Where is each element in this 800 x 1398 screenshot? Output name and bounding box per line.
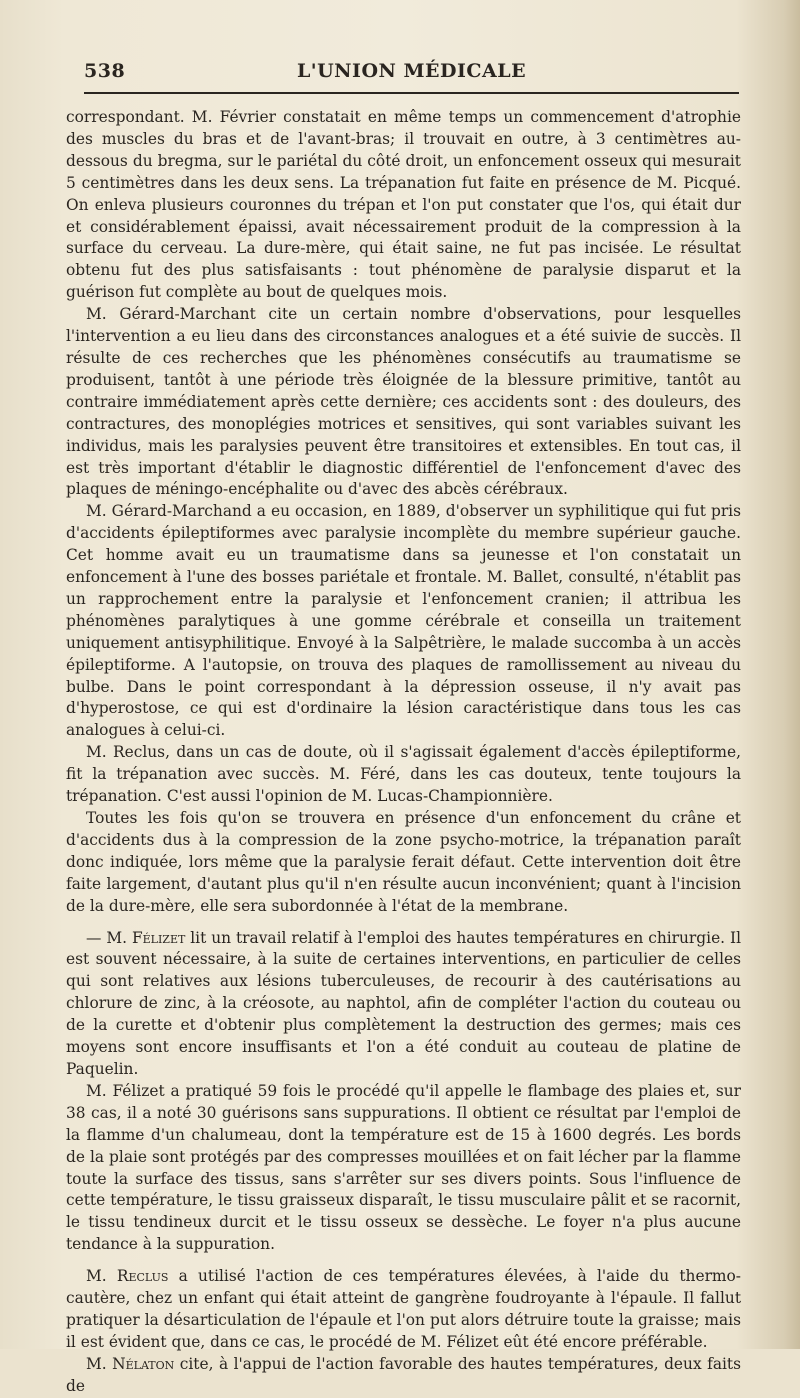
article-body	[66, 107, 741, 1398]
author-name-nelaton: Nélaton	[112, 1354, 175, 1373]
paragraph-8-text: a utilisé l'action de ces températures élevées, à l'aide du thermo-cautère, chez un enfant qui était atteint de gangrène foudroyante à l'épaule. Il fallut pratiquer la désarticulation de l'épaule et l'on put alors détruire toute la graisse; mais il est évident que, dans ce cas, le procédé de M. Félizet eût été encore préférable.	[66, 1267, 741, 1351]
paragraph-6-lead: — M.	[86, 928, 132, 947]
paragraph-6	[66, 928, 741, 1081]
paragraph-1: correspondant. M. Février constatait en même temps un commencement d'atrophie des muscles du bras et de l'avant-bras; il trouvait en outre, à 3 centimètres au-dessous du bregma, sur le pariétal du côté droit, un enfoncement osseux qui mesurait 5 centimètres dans les deux sens. La trépanation fut faite en présence de M. Picqué. On enleva plusieurs couronnes du trépan et l'on put constater que l'os, qui était dur et considérablement épaissi, avait nécessairement produit de la compression à la surface du cerveau. La dure-mère, qui était saine, ne fut pas incisée. Le résultat obtenu fut des plus satisfaisants : tout phénomène de paralysie disparut et la guérison fut complète au bout de quelques mois.	[66, 108, 741, 302]
author-name-felizet: Félizet	[131, 928, 186, 947]
running-title: L'UNION MÉDICALE	[296, 60, 527, 82]
paragraph-2: M. Gérard-Marchant cite un certain nombre d'observations, pour lesquelles l'intervention a eu lieu dans des circonstances analogues et a été suivie de succès. Il résulte de ces recherches que les phénomènes consécutifs au traumatisme se produisent, tantôt à une période très éloignée de la blessure primitive, tantôt au contraire immédiatement après cette dernière; ces accidents sont : des douleurs, des contractures, des monoplégies motrices et sensitives, qui sont variables suivant les individus, mais les paralysies peuvent être transitoires et extensibles. En tout cas, il est très important d'établir le diagnostic différentiel de l'enfoncement d'avec des plaques de méningo-encéphalite ou d'avec des abcès cérébraux.	[66, 305, 741, 499]
paragraph-5: Toutes les fois qu'on se trouvera en présence d'un enfoncement du crâne et d'accidents dus à la compression de la zone psycho-motrice, la trépanation paraît donc indiquée, lors même que la paralysie ferait défaut. Cette intervention doit être faite largement, d'autant plus qu'il n'en résulte aucun inconvénient; quant à l'incision de la dure-mère, elle sera subordonnée à l'état de la membrane.	[66, 809, 741, 915]
paragraph-4: M. Reclus, dans un cas de doute, où il s'agissait également d'accès épileptiforme, fit la trépanation avec succès. M. Féré, dans les cas douteux, tente toujours la trépanation. C'est aussi l'opinion de M. Lucas-Championnière.	[66, 743, 741, 806]
paragraph-8-lead: M.	[86, 1267, 117, 1286]
page-number: 538	[84, 60, 126, 82]
paragraph-8	[66, 1266, 741, 1354]
page-header	[84, 60, 739, 90]
author-name-reclus: Reclus	[116, 1267, 169, 1286]
paragraph-3: M. Gérard-Marchand a eu occasion, en 1889, d'observer un syphilitique qui fut pris d'accidents épileptiformes avec paralysie incomplète du membre supérieur gauche. Cet homme avait eu un traumatisme dans sa jeunesse et l'on constatait un enfoncement à l'une des bosses pariétale et frontale. M. Ballet, consulté, n'établit pas un rapprochement entre la paralysie et l'enfoncement cranien; il attribua les phénomènes paralytiques à une gomme cérébrale et conseilla un traitement uniquement antisyphilitique. Envoyé à la Salpêtrière, le malade succomba à un accès épileptiforme. A l'autopsie, on trouva des plaques de ramollissement au niveau du bulbe. Dans le point correspondant à la dépression osseuse, il n'y avait pas d'hyperostose, ce qui est d'ordinaire la lésion caractéristique dans tous les cas analogues à celui-ci.	[66, 502, 741, 740]
paragraph-6-text: lit un travail relatif à l'emploi des hautes températures en chirurgie. Il est souvent nécessaire, à la suite de certaines interventions, en particulier de celles qui sont relatives aux lésions tuberculeuses, de recourir à des cautérisations au chlorure de zinc, à la créosote, au naphtol, afin de compléter l'action du couteau ou de la curette et d'obtenir plus complètement la destruction des germes; mais ces moyens sont encore insuffisants et l'on a été conduit au couteau de platine de Paquelin.	[66, 928, 742, 1078]
paragraph-9-text: cite, à l'appui de l'action favorable des hautes températures, deux faits de	[66, 1354, 741, 1395]
paragraph-7: M. Félizet a pratiqué 59 fois le procédé qu'il appelle le flambage des plaies et, sur 38 cas, il a noté 30 guérisons sans suppurations. Il obtient ce résultat par l'emploi de la flamme d'un chalumeau, dont la température est de 15 à 1600 degrés. Les bords de la plaie sont protégés par des compresses mouillées et on fait lécher par la flamme toute la surface des tissus, sans s'arrêter sur ses divers points. Sous l'influence de cette température, le tissu graisseux disparaît, le tissu musculaire pâlit et se racornit, le tissu tendineux durcit et le tissu osseux se dessèche. Le foyer n'a plus aucune tendance à la suppuration.	[66, 1081, 741, 1254]
header-rule	[84, 92, 739, 94]
paragraph-9	[66, 1354, 741, 1398]
paragraph-9-lead: M.	[86, 1354, 113, 1373]
